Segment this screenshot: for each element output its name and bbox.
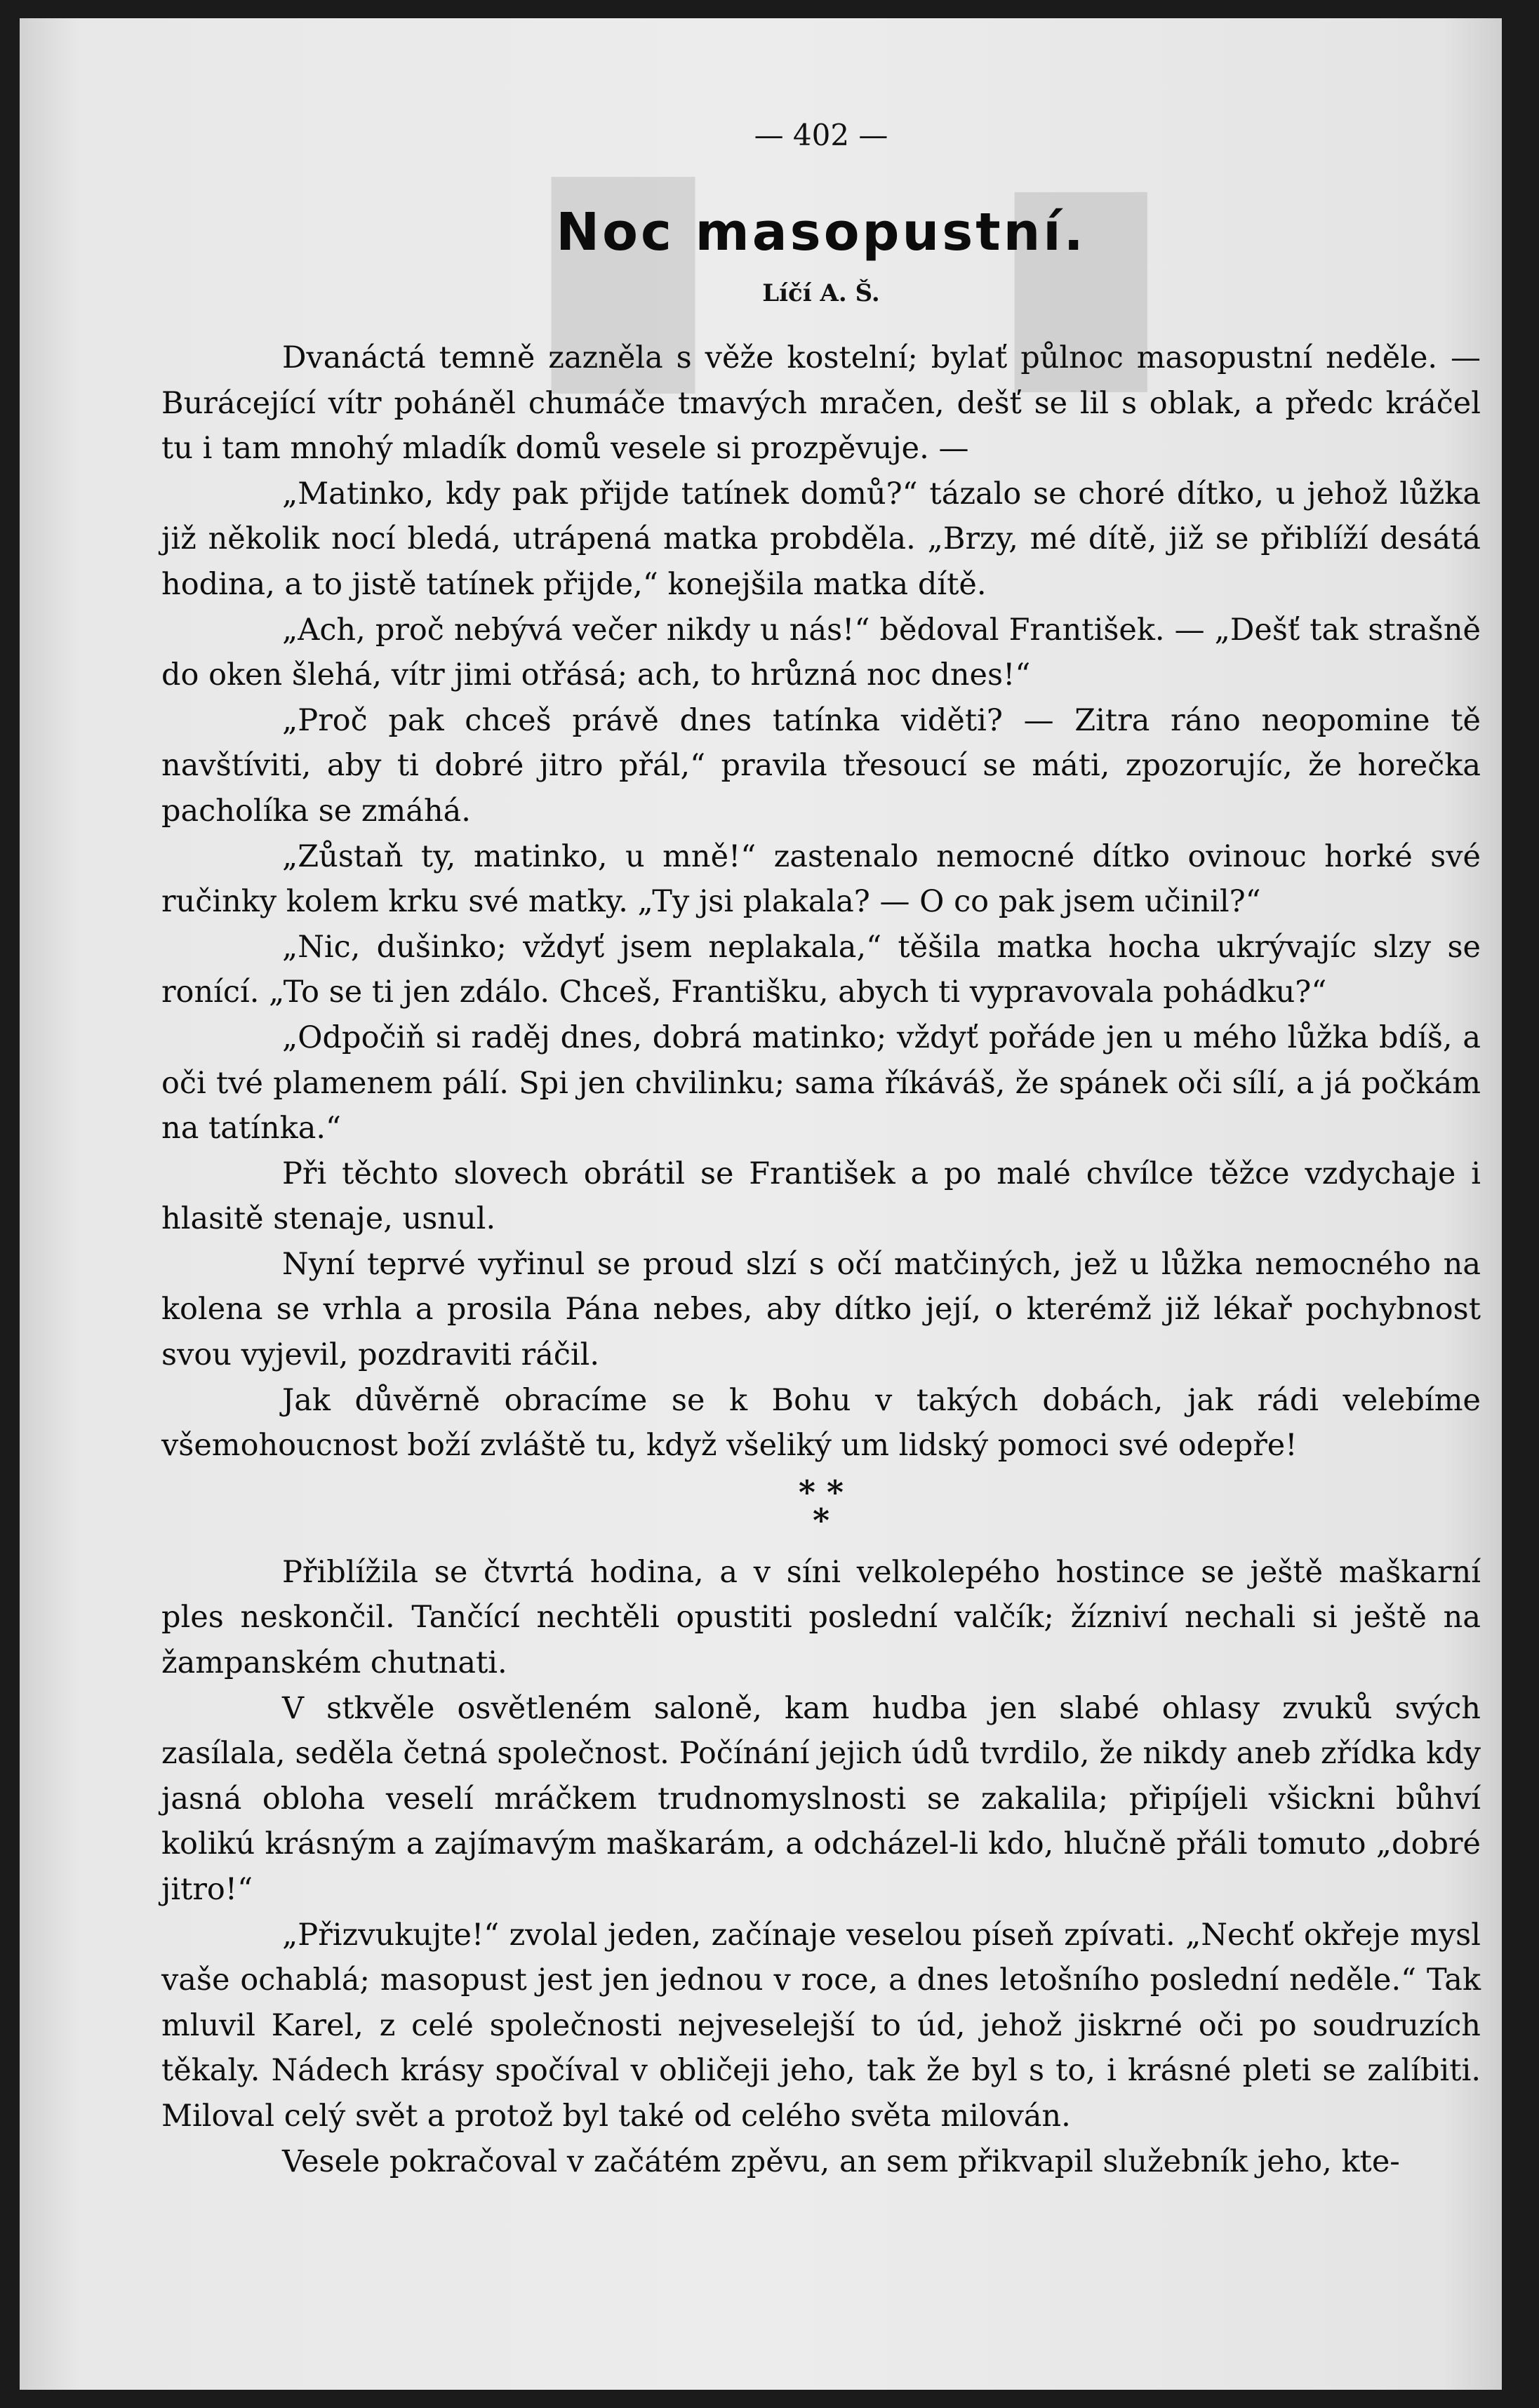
article-body — [161, 335, 1481, 2184]
paragraph: „Proč pak chceš právě dnes tatínka viděti? — Zitra ráno neopomine tě navštíviti, aby ti dobré jitro přál,“ pravila třesoucí se máti, zpozorujíc, že horečka pacholíka se zmáhá. — [161, 702, 1481, 829]
page-sheet — [20, 18, 1502, 2390]
section-separator — [161, 1473, 1481, 1539]
asterisk-row: * — [812, 1501, 830, 1539]
paragraph: „Matinko, kdy pak přijde tatínek domů?“ tázalo se choré dítko, u jehož lůžka již několik nocí bledá, utrápená matka probděla. „Brzy, mé dítě, již se přiblíží desátá hodina, a to jistě tatínek přijde,“ konejšila matka dítě. — [161, 476, 1481, 602]
paragraph: Nyní teprvé vyřinul se proud slzí s očí matčiných, jež u lůžka nemocného na kolena se vrhla a prosila Pána nebes, aby dítko její, o kterémž již lékař pochybnost svou vyjevil, pozdraviti ráčil. — [161, 1246, 1481, 1373]
bleed-through-mark: █ — [553, 180, 693, 392]
article-title: Noc masopustní. — [556, 202, 1086, 262]
paragraph: „Ach, proč nebývá večer nikdy u nás!“ bědoval František. — „Dešť tak strašně do oken šlehá, vítr jimi otřásá; ach, to hrůzná noc dnes!“ — [161, 612, 1481, 693]
paragraph: Přiblížila se čtvrtá hodina, a v síni velkolepého hostince se ještě maškarní ples neskončil. Tančící nechtěli opustiti poslední valčík; žízniví nechali si ještě na žampanském chutnati. — [161, 1554, 1481, 1681]
paragraph: V stkvěle osvětleném saloně, kam hudba jen slabé ohlasy zvuků svých zasílala, seděla četná společnost. Počínání jejich údů tvrdilo, že nikdy aneb zřídka kdy jasná obloha veselí mráčkem trudnomyslnosti se zakalila; připíjeli všickni bůhví kolikú krásným a zajímavým maškarám, a odcházel-li kdo, hlučně přáli tomuto „dobré jitro!“ — [161, 1690, 1481, 1907]
paragraph: Při těchto slovech obrátil se František a po malé chvílce těžce vzdychaje i hlasitě stenaje, usnul. — [161, 1156, 1481, 1237]
asterisk-row: * * — [798, 1473, 844, 1511]
paragraph: „Nic, dušinko; vždyť jsem neplakala,“ těšila matka hocha ukrývajíc slzy se ronící. „To se ti jen zdálo. Chceš, Františku, abych ti vypravovala pohádku?“ — [161, 929, 1481, 1010]
paragraph: Vesele pokračoval v začátém zpěvu, an sem přikvapil služebník jeho, kte- — [282, 2143, 1400, 2179]
author-line: Líčí A. Š. — [762, 279, 880, 307]
paragraph: „Odpočiň si raděj dnes, dobrá matinko; vždyť pořáde jen u mého lůžka bdíš, a oči tvé plamenem pálí. Spi jen chvilinku; sama říkáváš, že spánek oči sílí, a já počkám na tatínka.“ — [161, 1019, 1481, 1146]
bleed-through-mark: █ — [1016, 194, 1146, 390]
paragraph: Jak důvěrně obracíme se k Bohu v takých dobách, jak rádi velebíme všemohoucnost boží zvláště tu, když všeliký um lidský pomoci své odepře! — [161, 1382, 1481, 1464]
paragraph: „Zůstaň ty, matinko, u mně!“ zastenalo nemocné dítko ovinouc horké své ručinky kolem krku své matky. „Ty jsi plakala? — O co pak jsem učinil?“ — [161, 838, 1481, 920]
paragraph: Dvanáctá temně zazněla s věže kostelní; bylať půlnoc masopustní neděle. — Burácející vítr poháněl chumáče tmavých mračen, dešť se lil s oblak, a předc kráčel tu i tam mnohý mladík domů vesele si prozpěvuje. — — [161, 340, 1481, 467]
page-number: — 402 — — [754, 118, 888, 152]
paragraph: „Přizvukujte!“ zvolal jeden, začínaje veselou píseň zpívati. „Nechť okřeje mysl vaše ochablá; masopust jest jen jednou v roce, a dnes letošního poslední neděle.“ Tak mluvil Karel, z celé společnosti nejveselejší to úd, jehož jiskrné oči po soudruzích těkaly. Nádech krásy spočíval v obličeji jeho, tak že byl s to, i krásné pleti se zalíbiti. Miloval celý svět a protož byl také od celého světa milován. — [161, 1917, 1481, 2134]
